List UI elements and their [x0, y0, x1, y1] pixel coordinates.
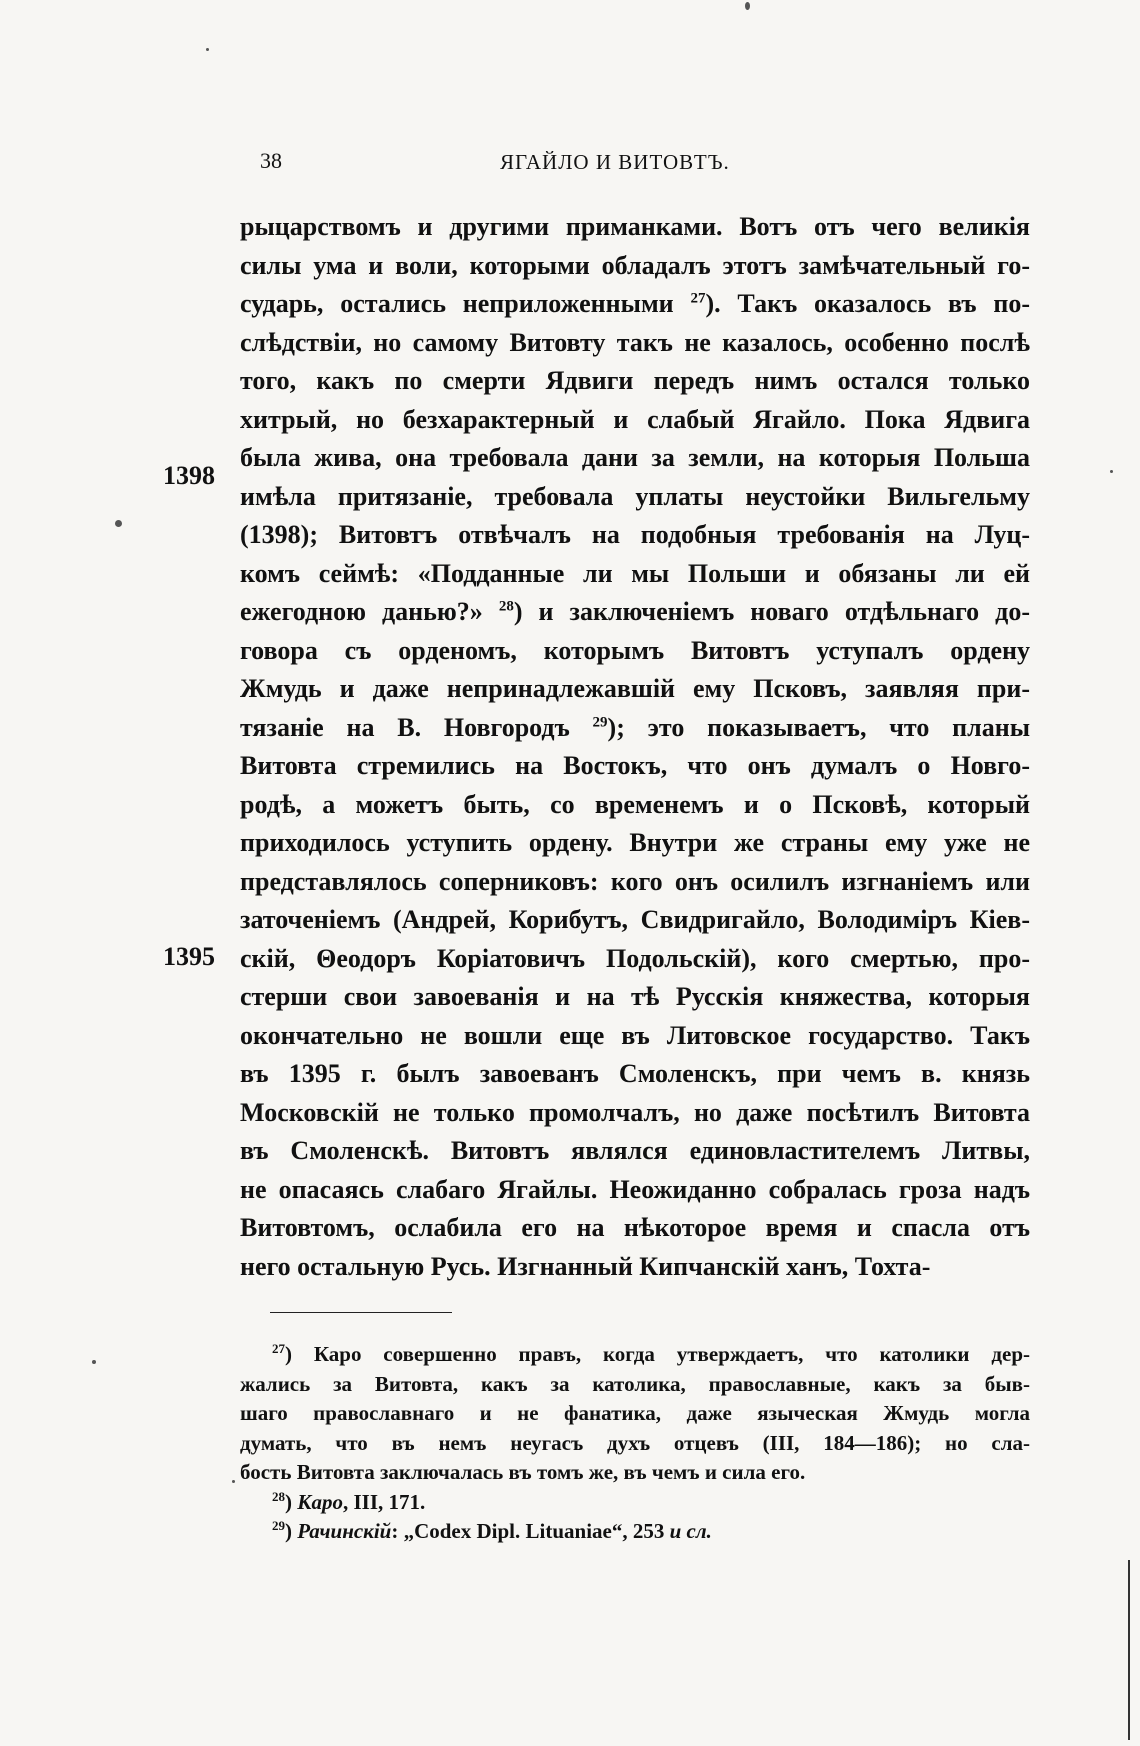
- footnote-ref-27[interactable]: 27: [690, 290, 706, 307]
- body-line: силы ума и воли, которыми обладалъ этотъ замѣчательный го-: [240, 250, 1030, 280]
- body-line: (1398); Витовтъ отвѣчалъ на подобныя требованія на Луц-: [240, 520, 1030, 549]
- footnotes: [240, 1340, 1030, 1547]
- body-line: комъ сеймѣ: «Подданные ли мы Польши и обязаны ли ей: [240, 558, 1030, 588]
- footnote-ref-28[interactable]: 28: [498, 598, 514, 615]
- body-line: тязаніе на В. Новгородъ $^{29}$); это показываетъ, что планы: [240, 712, 1031, 742]
- footnote-line: жались за Витовта, какъ за католика, православные, какъ за быв-: [240, 1371, 1030, 1396]
- body-line: Витовта стремились на Востокъ, что онъ думалъ о Новго-: [240, 751, 1030, 780]
- footnote-line: шаго православнаго и не фанатика, даже языческая Жмудь могла: [240, 1401, 1030, 1425]
- footnote-29-author: Рачинскій: [297, 1519, 392, 1543]
- footnote-28: $^{28}$) Каро, III, 171.: [272, 1488, 426, 1514]
- body-line: была жива, она требовала дани за земли, на которыя Польша: [240, 443, 1030, 472]
- scan-speck: [745, 2, 750, 10]
- body-line: того, какъ по смерти Ядвиги передъ нимъ остался только: [240, 366, 1030, 395]
- scan-speck: [115, 520, 122, 527]
- footnote-27: $^{27}$) Каро совершенно правъ, когда утверждаетъ, что католики дер-: [272, 1341, 1030, 1366]
- footnote-ref-29[interactable]: 29: [592, 713, 608, 730]
- body-line: скій, Θеодоръ Коріатовичъ Подольскій), кого смертью, про-: [240, 943, 1030, 973]
- body-line: приходилось уступить ордену. Внутри же страны ему уже не: [240, 828, 1030, 857]
- page-edge: [1128, 1560, 1130, 1740]
- body-line: заточеніемъ (Андрей, Корибутъ, Свидригайло, Володиміръ Кіев-: [240, 905, 1030, 934]
- body-line: имѣла притязаніе, требовала уплаты неустойки Вильгельму: [240, 481, 1030, 511]
- footnote-mark-28: 28: [272, 1488, 285, 1504]
- scan-speck: [1110, 470, 1113, 473]
- body-line: Витовтомъ, ослабила его на нѣкоторое время и спасла отъ: [240, 1213, 1030, 1242]
- body-line: стерши свои завоеванія и на тѣ Русскія княжества, которыя: [240, 982, 1030, 1011]
- running-title: ЯГАЙЛО И ВИТОВТЪ.: [500, 150, 730, 174]
- scan-speck: [206, 48, 209, 51]
- body-line: него остальную Русь. Изгнанный Кипчанскій ханъ, Тохта-: [240, 1251, 931, 1281]
- footnote-29: $^{29}$) Рачинскій: „Codex Dipl. Lituaniae“, 253 и сл.: [272, 1518, 712, 1543]
- body-line: ежегодною данью?» $^{28}$) и заключеніемъ новаго отдѣльнаго до-: [240, 597, 1030, 626]
- page-number: 38: [260, 148, 282, 173]
- margin-year-1395: 1395: [163, 942, 215, 971]
- body-line: Московскій не только промолчалъ, но даже посѣтилъ Витовта: [240, 1097, 1030, 1127]
- body-line: въ 1395 г. былъ завоеванъ Смоленскъ, при чемъ в. князь: [240, 1059, 1030, 1088]
- body-line: сударь, остались неприложенными $^{27}$). Такъ оказалось въ по-: [240, 289, 1030, 318]
- body-text: [240, 208, 1030, 1286]
- body-line: родѣ, а можетъ быть, со временемъ и о Псковѣ, который: [240, 789, 1030, 819]
- body-line: слѣдствіи, но самому Витовту такъ не казалось, особенно послѣ: [240, 327, 1030, 357]
- body-line: хитрый, но безхарактерный и слабый Ягайло. Пока Ядвига: [240, 404, 1030, 434]
- footnote-28-author: Каро: [297, 1489, 343, 1514]
- body-line: окончательно не вошли еще въ Литовское государство. Такъ: [240, 1020, 1030, 1050]
- body-line: въ Смоленскѣ. Витовтъ являлся единовластителемъ Литвы,: [240, 1136, 1030, 1165]
- margin-year-1398: 1398: [163, 461, 215, 490]
- body-line: рыцарствомъ и другими приманками. Вотъ отъ чего великія: [240, 212, 1030, 241]
- body-line: не опасаясь слабаго Ягайлы. Неожиданно собралась гроза надъ: [240, 1174, 1030, 1204]
- footnote-mark-27: 27: [272, 1341, 285, 1356]
- footnote-mark-29: 29: [272, 1518, 285, 1533]
- scan-speck: [92, 1360, 96, 1364]
- scan-speck: [232, 1480, 235, 1483]
- body-line: представлялось соперниковъ: кого онъ осилилъ изгнаніемъ или: [240, 866, 1030, 896]
- footnote-line: думать, что въ немъ неугасъ духъ отцевъ (III, 184—186); но сла-: [240, 1430, 1030, 1455]
- body-line: Жмудь и даже непринадлежавшій ему Псковъ, заявляя при-: [240, 674, 1030, 703]
- footnote-line: бость Витовта заключалась въ томъ же, въ чемъ и сила его.: [240, 1460, 806, 1484]
- footnote-divider: [270, 1312, 452, 1313]
- body-line: говора съ орденомъ, которымъ Витовтъ уступалъ ордену: [240, 635, 1030, 665]
